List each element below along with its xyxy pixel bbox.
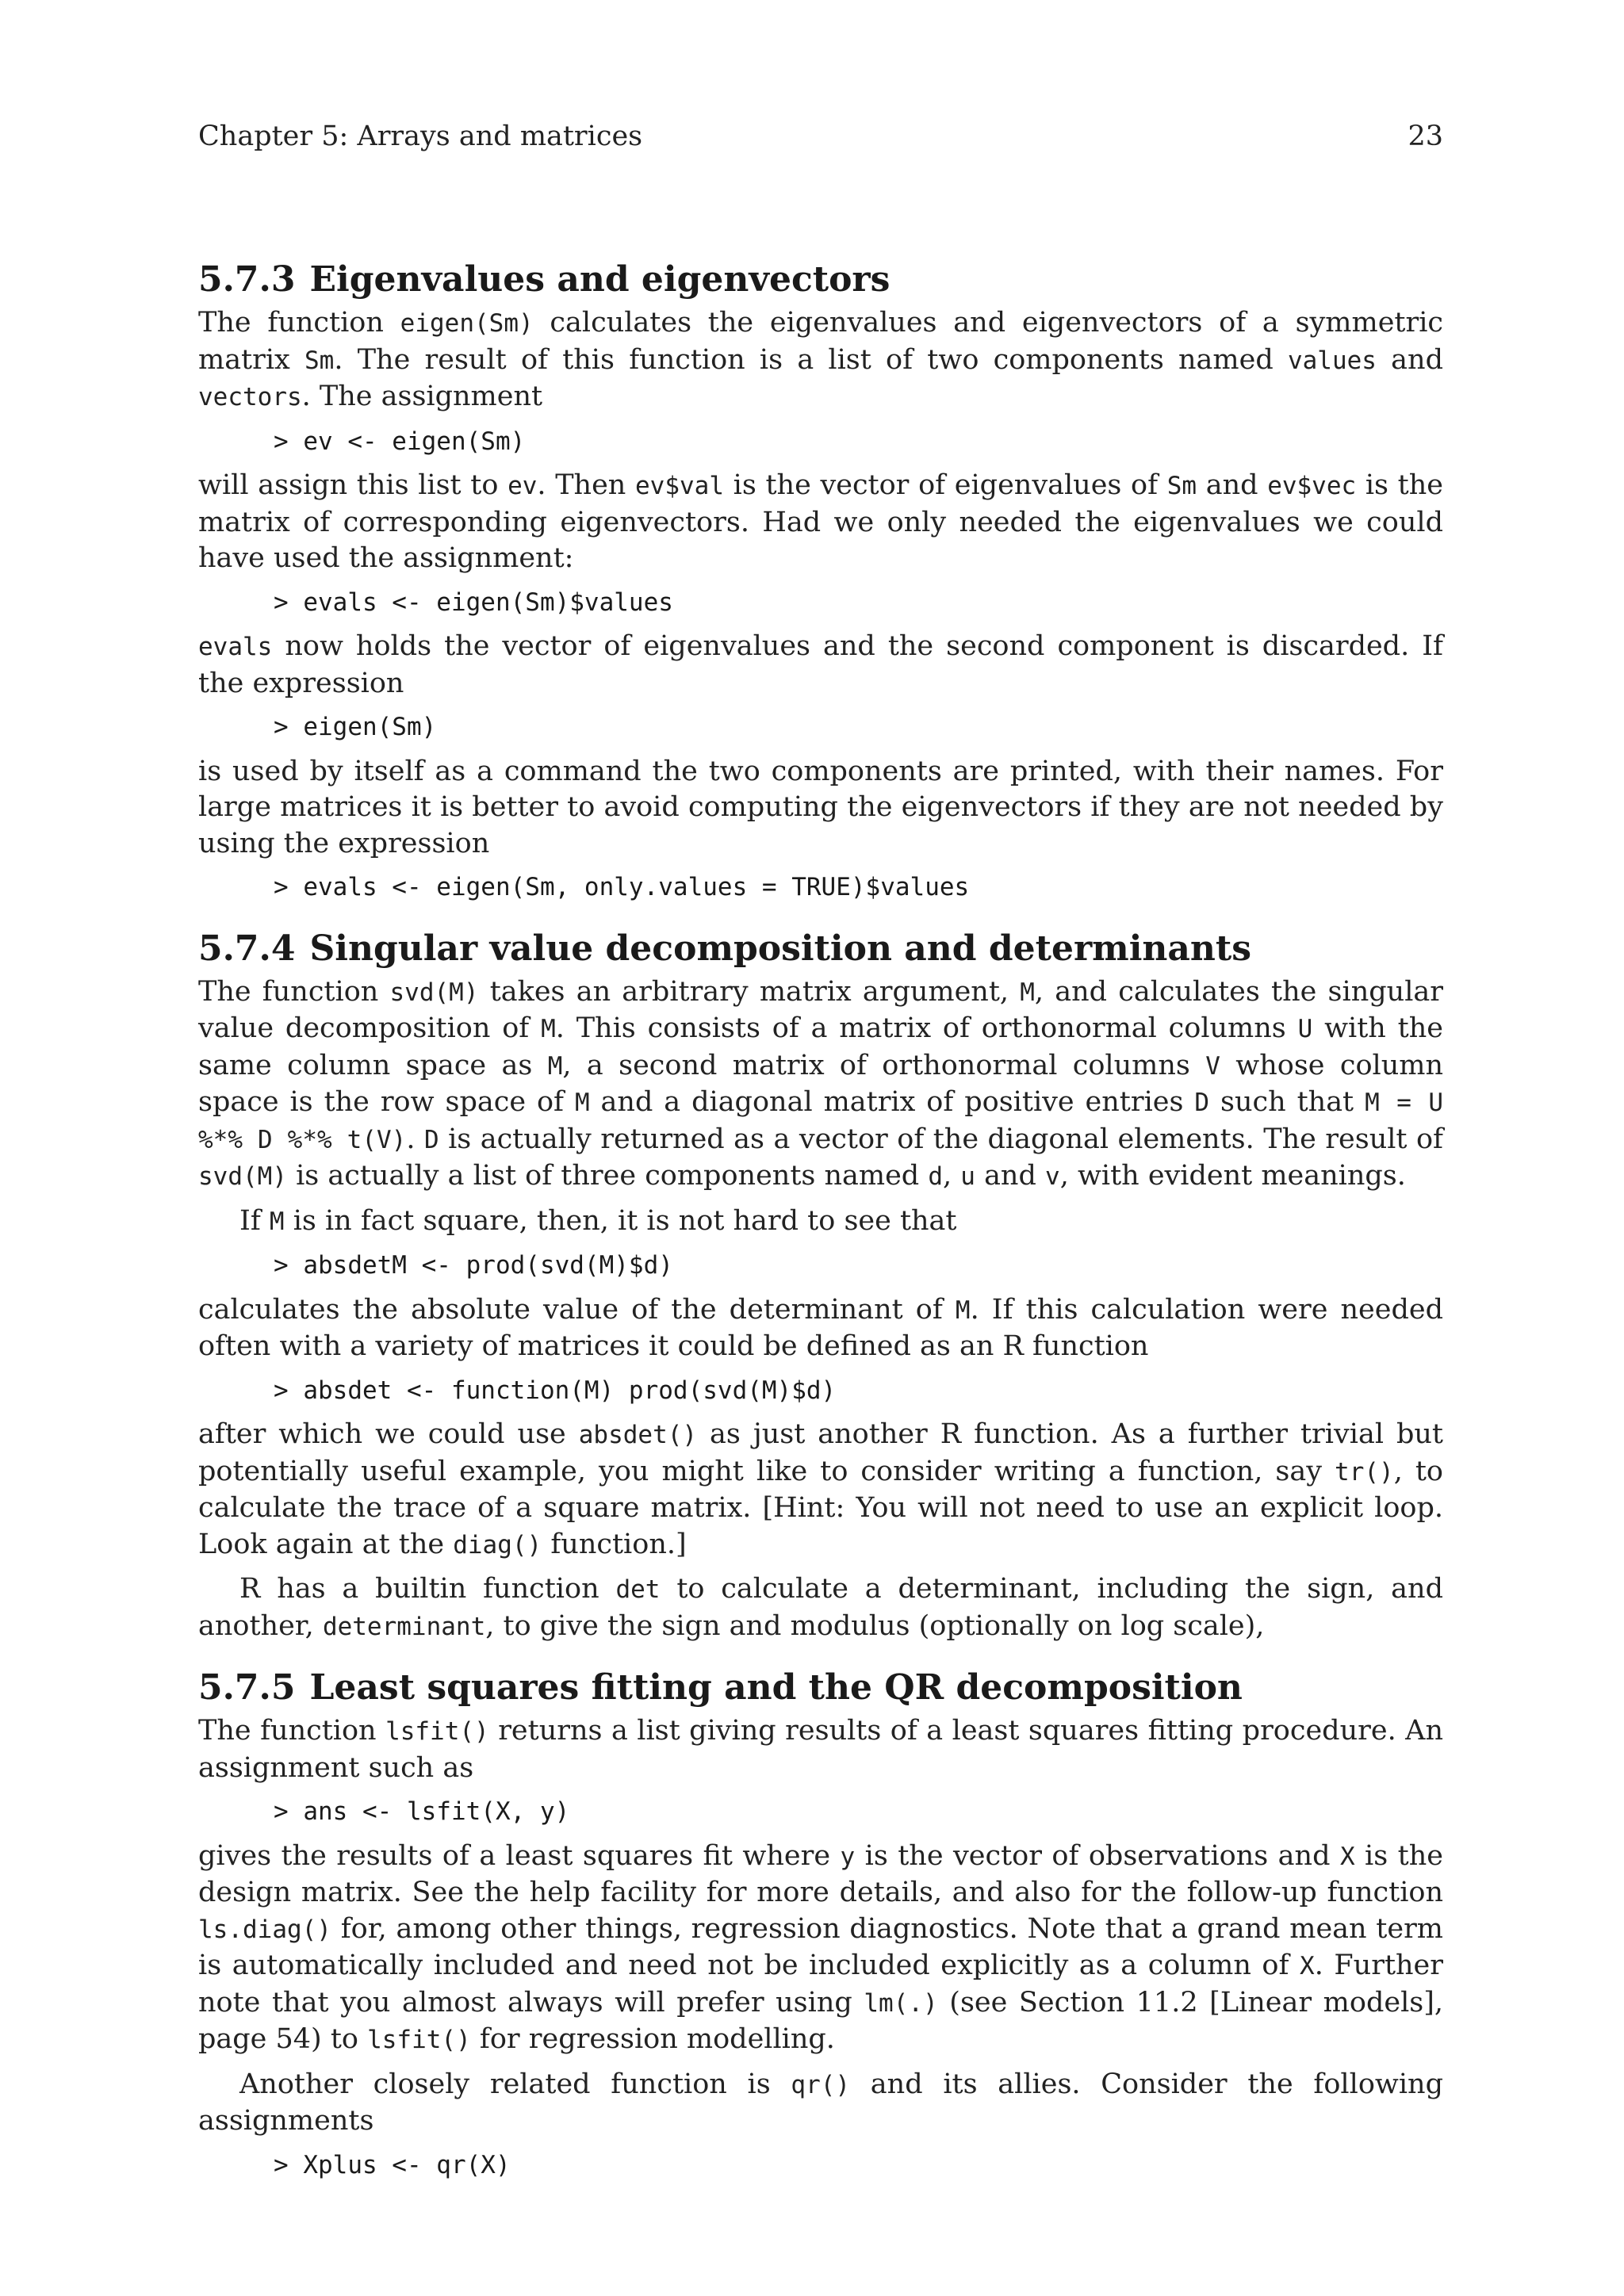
text-run: is actually a list of three components named bbox=[286, 1160, 929, 1192]
text-run: . This consists of a matrix of orthonormal columns bbox=[555, 1012, 1298, 1044]
text-run: with the same column space as bbox=[198, 1012, 1443, 1081]
text-run: is the matrix of corresponding eigenvectors. Had we only needed the eigenvalues we could have used the assignment: bbox=[198, 469, 1443, 574]
paragraph bbox=[198, 1203, 1443, 1241]
document-page bbox=[198, 119, 1443, 2191]
text-run: . The result of this function is a list of two components named bbox=[334, 343, 1288, 376]
inline-code: absdet() bbox=[578, 1421, 698, 1449]
inline-code: lm(.) bbox=[864, 1988, 938, 2018]
inline-code: M = U %*% D %*% t(V) bbox=[198, 1089, 1443, 1154]
text-run: . bbox=[406, 1123, 424, 1155]
text-run: whose column space is the row space of bbox=[198, 1049, 1444, 1118]
text-run: and its allies. Consider the following assignments bbox=[198, 2068, 1443, 2137]
text-run: , a second matrix of orthonormal columns bbox=[562, 1049, 1206, 1081]
text-run: gives the results of a least squares fit where bbox=[198, 1839, 841, 1872]
inline-code: lsfit() bbox=[385, 1717, 489, 1746]
code-block: > evals <- eigen(Sm)$values bbox=[274, 587, 673, 617]
inline-code: eigen(Sm) bbox=[400, 309, 534, 338]
inline-code: vectors bbox=[198, 383, 302, 411]
code-block: > absdetM <- prod(svd(M)$d) bbox=[274, 1251, 673, 1280]
text-run: such that bbox=[1209, 1086, 1365, 1118]
text-run: function.] bbox=[542, 1528, 687, 1560]
inline-code: evals bbox=[198, 633, 273, 661]
text-run: calculates the absolute value of the determinant of bbox=[198, 1293, 956, 1326]
chapter-title: Chapter 5: Arrays and matrices bbox=[198, 121, 643, 152]
text-run: is actually returned as a vector of the diagonal elements. The result of bbox=[439, 1123, 1443, 1155]
text-run: after which we could use bbox=[198, 1418, 579, 1450]
text-run: , bbox=[943, 1160, 961, 1192]
text-run: R has a builtin function bbox=[239, 1573, 616, 1605]
code-block: > absdet <- function(M) prod(svd(M)$d) bbox=[274, 1376, 837, 1405]
paragraph bbox=[198, 629, 1443, 702]
inline-code: M bbox=[955, 1295, 971, 1325]
text-run: and bbox=[1197, 469, 1268, 501]
code-block: > evals <- eigen(Sm, only.values = TRUE)$values bbox=[274, 873, 970, 901]
inline-code: v bbox=[1045, 1162, 1060, 1191]
running-header bbox=[198, 119, 1443, 155]
inline-code: u bbox=[960, 1162, 975, 1191]
code-block: > ev <- eigen(Sm) bbox=[274, 427, 526, 456]
code-block: > ans <- lsfit(X, y) bbox=[274, 1797, 570, 1826]
inline-code: D bbox=[1194, 1089, 1210, 1117]
text-run: (see Section 11.2 [Linear models], page 54) to bbox=[198, 1986, 1444, 2055]
inline-code: D bbox=[423, 1125, 439, 1154]
section-5-7-4 bbox=[198, 927, 1443, 1646]
section-heading: 5.7.5 Least squares fitting and the QR decomposition bbox=[198, 1667, 1243, 1708]
inline-code: values bbox=[1287, 346, 1377, 375]
text-run: and bbox=[1376, 343, 1443, 376]
inline-code: qr() bbox=[791, 2070, 851, 2099]
inline-code: det bbox=[615, 1575, 661, 1604]
section-5-7-3 bbox=[198, 258, 1443, 906]
inline-code: tr() bbox=[1335, 1457, 1394, 1487]
code-block: > Xplus <- qr(X) bbox=[274, 2150, 511, 2179]
inline-code: diag() bbox=[453, 1530, 542, 1559]
text-run: , with evident meanings. bbox=[1059, 1160, 1406, 1192]
inline-code: U bbox=[1297, 1015, 1313, 1043]
text-run: calculates the eigenvalues and eigenvectors of a symmetric matrix bbox=[198, 307, 1443, 376]
page-number: 23 bbox=[1408, 121, 1443, 152]
inline-code: ev bbox=[508, 472, 538, 500]
inline-code: Sm bbox=[1166, 472, 1197, 500]
paragraph bbox=[198, 1417, 1443, 1563]
inline-code: M bbox=[574, 1089, 590, 1117]
section-heading: 5.7.4 Singular value decomposition and determinants bbox=[198, 928, 1251, 969]
paragraph bbox=[198, 305, 1443, 416]
text-run: to calculate a determinant, including the sign, and another, bbox=[198, 1573, 1443, 1642]
text-run: The function bbox=[198, 1715, 386, 1747]
text-run: Another closely related function is bbox=[239, 2068, 791, 2100]
inline-code: svd(M) bbox=[198, 1162, 287, 1191]
text-run: . The assignment bbox=[301, 381, 543, 412]
paragraph bbox=[198, 974, 1443, 1196]
text-run: is the design matrix. See the help facility for more details, and also for the follow-up function bbox=[198, 1839, 1443, 1908]
text-run: The function bbox=[198, 975, 390, 1008]
paragraph bbox=[198, 1713, 1443, 1786]
text-run: returns a list giving results of a least squares fitting procedure. An assignment such as bbox=[198, 1715, 1443, 1784]
inline-code: y bbox=[840, 1842, 856, 1871]
text-run: . Then bbox=[537, 469, 636, 501]
text-run: for, among other things, regression diagnostics. Note that a grand mean term is automatically included and need not be included explicitly as a column of bbox=[198, 1912, 1443, 1981]
text-run: , and calculates the singular value decomposition of bbox=[198, 975, 1443, 1044]
paragraph bbox=[198, 1292, 1443, 1365]
text-run: If bbox=[239, 1204, 270, 1237]
inline-code: svd(M) bbox=[389, 978, 479, 1007]
text-run: . If this calculation were needed often with a variety of matrices it could be defined as an R function bbox=[198, 1293, 1444, 1362]
inline-code: ev$vec bbox=[1267, 472, 1357, 500]
text-run: and bbox=[975, 1160, 1046, 1192]
text-run: is the vector of observations and bbox=[855, 1839, 1340, 1872]
inline-code: M bbox=[269, 1207, 285, 1236]
text-run: for regression modelling. bbox=[470, 2023, 835, 2055]
text-run: is the vector of eigenvalues of bbox=[724, 469, 1167, 501]
paragraph: is used by itself as a command the two components are printed, with their names. For large matrices it is better to avoid computing the eigenvectors if they are not needed by using the expression bbox=[198, 755, 1443, 859]
paragraph bbox=[198, 1839, 1443, 2059]
inline-code: M bbox=[541, 1015, 556, 1043]
section-heading: 5.7.3 Eigenvalues and eigenvectors bbox=[198, 259, 891, 300]
text-run: , to give the sign and modulus (optionally on log scale), bbox=[485, 1609, 1265, 1642]
text-run: now holds the vector of eigenvalues and the second component is discarded. If the expression bbox=[198, 630, 1443, 699]
text-run: will assign this list to bbox=[198, 469, 508, 501]
inline-code: ls.diag() bbox=[198, 1915, 331, 1944]
inline-code: M bbox=[547, 1051, 563, 1081]
paragraph bbox=[198, 2067, 1443, 2140]
inline-code: lsfit() bbox=[367, 2026, 471, 2054]
code-block: > eigen(Sm) bbox=[274, 713, 437, 741]
inline-code: d bbox=[928, 1162, 943, 1191]
inline-code: V bbox=[1205, 1051, 1220, 1081]
text-run: The function bbox=[198, 307, 400, 339]
text-run: is in fact square, then, it is not hard to see that bbox=[284, 1204, 957, 1237]
paragraph bbox=[198, 1571, 1443, 1645]
text-run: . Further note that you almost always will prefer using bbox=[198, 1950, 1443, 2019]
section-5-7-5 bbox=[198, 1666, 1443, 2183]
inline-code: M bbox=[1020, 978, 1035, 1007]
text-run: as just another R function. As a further trivial but potentially useful example, you might like to consider writing a function, say bbox=[198, 1418, 1443, 1487]
inline-code: Sm bbox=[304, 346, 335, 375]
text-run: , to calculate the trace of a square matrix. [Hint: You will not need to use an explicit loop. Look again at the bbox=[198, 1455, 1444, 1560]
inline-code: ev$val bbox=[635, 472, 724, 500]
text-run: takes an arbitrary matrix argument, bbox=[478, 975, 1021, 1008]
text-run: and a diagonal matrix of positive entries bbox=[589, 1086, 1195, 1118]
inline-code: X bbox=[1300, 1952, 1315, 1980]
inline-code: X bbox=[1339, 1842, 1355, 1871]
paragraph bbox=[198, 468, 1443, 577]
inline-code: determinant bbox=[322, 1612, 486, 1641]
